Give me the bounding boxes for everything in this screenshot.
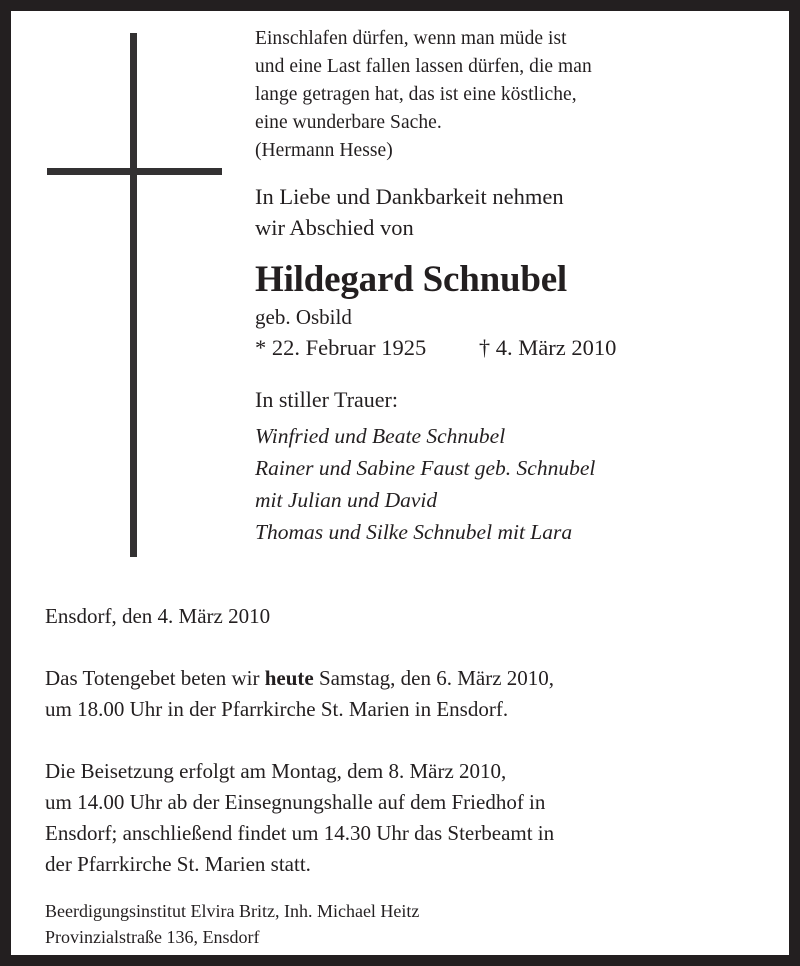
- mourning-heading: In stiller Trauer:: [255, 387, 398, 412]
- mourner-line: mit Julian und David: [255, 488, 438, 512]
- deceased-maiden-name: geb. Osbild: [255, 305, 352, 329]
- prayer-announcement: [45, 663, 771, 725]
- mourners-list: [255, 420, 775, 548]
- farewell-intro: [255, 181, 775, 243]
- institute-line: Provinzialstraße 136, Ensdorf: [45, 927, 260, 947]
- cross-vertical-bar: [130, 33, 137, 557]
- christian-cross-icon: [11, 11, 241, 571]
- upper-text-column: [255, 25, 775, 548]
- prayer-text-before: Das Totengebet beten wir: [45, 666, 265, 690]
- cross-horizontal-bar: [47, 168, 222, 175]
- farewell-intro-line: wir Abschied von: [255, 215, 414, 240]
- burial-line: um 14.00 Uhr ab der Einsegnungshalle auf dem Friedhof in: [45, 790, 546, 814]
- prayer-line-2: um 18.00 Uhr in der Pfarrkirche St. Marien in Ensdorf.: [45, 697, 509, 721]
- notice-page: [11, 11, 789, 955]
- institute-line: Beerdigungsinstitut Elvira Britz, Inh. Michael Heitz: [45, 901, 420, 921]
- death-date: † 4. März 2010: [478, 335, 617, 360]
- lower-text-block: [45, 601, 771, 950]
- mourner-line: Thomas und Silke Schnubel mit Lara: [255, 520, 573, 544]
- funeral-institute: [45, 898, 771, 950]
- mourner-line: Winfried und Beate Schnubel: [255, 424, 506, 448]
- prayer-line-1: [45, 663, 771, 694]
- quote-line: Einschlafen dürfen, wenn man müde ist: [255, 28, 567, 49]
- burial-line: der Pfarrkirche St. Marien statt.: [45, 852, 311, 876]
- quote-attribution: (Hermann Hesse): [255, 140, 393, 161]
- prayer-text-after: Samstag, den 6. März 2010,: [313, 666, 555, 690]
- burial-announcement: [45, 756, 771, 880]
- place-and-date: [45, 601, 771, 632]
- mourner-line: Rainer und Sabine Faust geb. Schnubel: [255, 456, 596, 480]
- memorial-quote: [255, 25, 775, 165]
- quote-line: eine wunderbare Sache.: [255, 112, 442, 133]
- prayer-emphasis: heute: [264, 666, 314, 690]
- burial-line: Die Beisetzung erfolgt am Montag, dem 8. März 2010,: [45, 759, 507, 783]
- burial-line: Ensdorf; anschließend findet um 14.30 Uhr das Sterbeamt in: [45, 821, 555, 845]
- deceased-name: Hildegard Schnubel: [255, 259, 568, 300]
- life-dates: [255, 333, 775, 363]
- quote-line: und eine Last fallen lassen dürfen, die man: [255, 56, 592, 77]
- quote-line: lange getragen hat, das ist eine köstliche,: [255, 84, 577, 105]
- place-date-line: Ensdorf, den 4. März 2010: [45, 604, 271, 628]
- birth-date: * 22. Februar 1925: [255, 335, 427, 360]
- farewell-intro-line: In Liebe und Dankbarkeit nehmen: [255, 184, 564, 209]
